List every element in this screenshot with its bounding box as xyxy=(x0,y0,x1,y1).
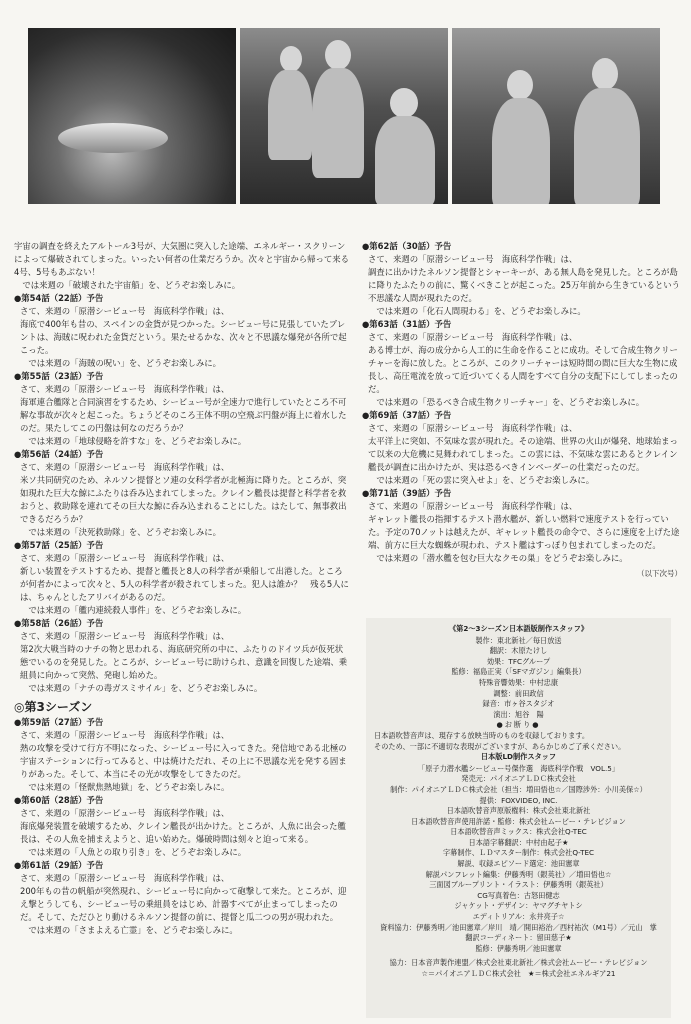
ld-line: 監修：伊藤秀明／池田憲章 xyxy=(475,943,562,953)
episode-body: さて、来週の「原潜シービュー号 海底科学作戦」は、 米ソ共同研究のため、ネルソン提督とソ連の女科学者が北極海に降りた。ところが、突如現れた巨大な鯨にふたりは呑み込まれてしまった。クレイン艦長は提督と科学者を救おうと、救助隊を連れてその巨大な鯨に呑み込まれることにした。はたして、無事救出できるだろうか？ では来週の「決死救助隊」を、どうぞお楽しみに。 xyxy=(20,462,347,537)
episode-body: さて、来週の「原潜シービュー号 海底科学作戦」は、 調査に出かけたネルソン提督とシャーキーが、ある無人島を発見した。ところが島に降りたふたりの前に、驚くべきことが起こった。25万年前から生きているという不思議な人間が現れたのだ。 では来週の「化石人間現わる」を、どうぞお楽しみに。 xyxy=(368,254,680,316)
episode-heading: ●第60話（28話）予告 xyxy=(14,795,104,805)
intro-text: 宇宙の調査を終えたアルトール3号が、大気圏に突入した途端、エネルギー・スクリーンによって爆破されてしまった。いったい何者の仕業だろうか。次々と宇宙から帰って来る4号、5号もあぶない！ では来週の「破壊された宇宙船」を、どうぞお楽しみに。 xyxy=(14,241,349,290)
episode-item xyxy=(14,370,350,448)
ld-staff-title: 日本版LD制作スタッフ xyxy=(480,752,557,762)
ld-line: 制作：パイオニアＬＤＣ株式会社（担当：増田悟也☆／国際涉外：小川美保☆） xyxy=(390,784,647,794)
episode-body: さて、来週の「原潜シービュー号 海底科学作戦」は、 太平洋上に突如、不気味な雲が現れた。その途端、世界の火山が爆発、地球始まって以来の大危機に見舞われてしまった。この雲には、不気味な雲にあるとクレイン艦長が調査に出かけたが、実は恐るべきインベーダーの仕業だったのだ。 では来週の「死の雲に突入せよ」を、どうぞお楽しみに。 xyxy=(368,423,678,485)
episode-item xyxy=(14,448,350,539)
staff-line: 録音：市ヶ谷スタジオ xyxy=(482,699,555,709)
crew-photo-1 xyxy=(240,28,448,204)
ld-line: 解説、収録エピソード選定：池田憲章 xyxy=(457,859,580,869)
ld-line: 日本語吹替音声原版権料：株式会社東北新社 xyxy=(446,806,591,816)
episode-item xyxy=(14,292,350,370)
episode-heading: ●第63話（31話）予告 xyxy=(362,319,452,329)
episode-heading: ●第61話（29話）予告 xyxy=(14,860,104,870)
episode-heading: ●第71話（39話）予告 xyxy=(362,488,452,498)
episode-item xyxy=(14,617,350,695)
episode-item xyxy=(362,409,682,487)
episode-body: さて、来週の「原潜シービュー号 海底科学作戦」は、 ギャレット艦長の指揮するテスト潜水艦が、新しい燃料で速度テストを行っていた。予定の70ノットは越えたが、ギャレット艦長の命令で、さらに速度を上げた途端、前方に巨大な蜘蛛が現われ、テスト艦はすっぽり包まれてしまったのだ。 では来週の「潜水艦を包む巨大なクモの巣」をどうぞお楽しみに。 xyxy=(368,501,680,563)
ld-line: 翻訳コーディネート：留田慈子★ xyxy=(465,933,572,943)
photo-strip xyxy=(28,28,660,204)
ld-line: 「原子力潜水艦シービュー号傑作選 海底科学作戦 VOL.5」 xyxy=(418,763,619,773)
episode-list-season3 xyxy=(14,716,350,937)
notice-heading: ●お断り● xyxy=(496,720,541,730)
episode-item xyxy=(14,539,350,617)
episode-heading: ●第56話（24話）予告 xyxy=(14,449,104,459)
credit-line: ☆＝パイオニアＬＤＣ株式会社 ★＝株式会社エネルギア21 xyxy=(421,969,616,978)
submarine-shape xyxy=(58,123,168,153)
episode-item xyxy=(362,487,682,565)
submarine-photo xyxy=(28,28,236,204)
staff-line: 効果：TFCグループ xyxy=(486,656,551,666)
staff-line: 特殊音響効果：中村忠康 xyxy=(478,677,559,687)
ld-line: 日本語吹替音声ミックス：株式会社Q-TEC xyxy=(450,827,587,837)
episode-body: さて、来週の「原潜シービュー号 海底科学作戦」は、 海底で400年も昔の、スペインの金貨が見つかった。シービュー号に見張していたブレントは、海賊に呪われた金貨だという。果たせるかな、次々と不思議な爆発が各所で起こった。 では来週の「海賊の呪い」を、どうぞお楽しみに。 xyxy=(20,306,347,368)
staff-credits-box xyxy=(366,618,671,1018)
ld-line: 資料協力：伊藤秀明／池田憲章／岸川 靖／開田裕治／西村祐次（M1号）／元山 掌 xyxy=(380,922,657,932)
episode-body: さて、来週の「原潜シービュー号 海底科学作戦」は、 新しい装置をテストするため、提督と艦長と8人の科学者が乗船して出港した。ところが何者かによって次々と、5人の科学者が殺されてしまった。犯人は誰か？ 残る5人には、ちゃんとしたアリバイがあるのだ。 では来週の「艦内連続殺人事件」を、どうぞお楽しみに。 xyxy=(20,553,349,615)
episode-list-left xyxy=(14,292,350,695)
staff-line: 監修：福島正実（「SFマガジン」編集長） xyxy=(451,667,586,677)
episode-list-right xyxy=(362,240,682,565)
right-column xyxy=(362,240,682,580)
crew-photo-2 xyxy=(452,28,660,204)
episode-item xyxy=(14,794,350,859)
episode-body: さて、来週の「原潜シービュー号 海底科学作戦」は、 海軍連合艦隊と合同演習をするため、シービュー号が全速力で進行していたところ不可解な事故が次々と起こった。ちょうどそのころ王体不明の空飛ぶ円盤が海上に着水したのだ。果たしてこの円盤は何なのだろうか？ では来週の「地球侵略を許すな」を、どうぞお楽しみに。 xyxy=(20,384,347,446)
ld-line: 日本語吹替音声使用許諾・監修：株式会社ムービー・テレビジョン xyxy=(411,816,626,826)
episode-body: さて、来週の「原潜シービュー号 海底科学作戦」は、 第2次大戦当時のナチの物と思われる、海底研究所の中に、ふたりのドイツ兵が仮死状態でいるのを発見した。ところが、シービュー号に助けられ、意識を回復した途端、乗組員に向かって突然、発砲し始めた。 では来週の「ナチの毒ガスミサイル」を、どうぞお楽しみに。 xyxy=(20,631,348,693)
episode-heading: ●第59話（27話）予告 xyxy=(14,717,104,727)
episode-heading: ●第62話（30話）予告 xyxy=(362,241,452,251)
episode-heading: ●第55話（23話）予告 xyxy=(14,371,104,381)
staff-line: 翻訳：木原たけし xyxy=(489,646,548,656)
episode-item xyxy=(362,240,682,318)
left-column xyxy=(14,240,350,937)
ld-line: CG写真着色：古怒田健志 xyxy=(477,890,560,900)
episode-heading: ●第58話（26話）予告 xyxy=(14,618,104,628)
notice-text: 日本語吹替音声は、現存する放映当時のものを収録しております。 そのため、一部に不適切な表現がございますが、あらかじめご了承ください。 xyxy=(374,730,626,751)
staff-line: 製作：東北新社／毎日放送 xyxy=(475,635,562,645)
continued-note: （以下次号） xyxy=(637,569,682,578)
staff-line: 演出：旭谷 陽 xyxy=(493,709,544,719)
ld-line: 日本語字幕翻訳：中村由起子★ xyxy=(468,837,569,847)
episode-body: さて、来週の「原潜シービュー号 海底科学作戦」は、 海底爆発装置を破壊するため、クレイン艦長が出かけた。ところが、人魚に出会った艦長は、その人魚を捕まえようと、追い始めた。爆破時間は刻々と迫って来る。 では来週の「人魚との取り引き」を、どうぞお楽しみに。 xyxy=(20,808,346,857)
ld-line: 字幕制作、ＬＤマスター制作：株式会社Q-TEC xyxy=(442,848,595,858)
episode-item xyxy=(14,859,350,937)
staff-title: 《第2～3シーズン日本語版制作スタッフ》 xyxy=(448,624,589,633)
episode-item xyxy=(362,318,682,409)
ld-line: ジャケット・デザイン：ヤマグチヤトシ xyxy=(454,901,583,911)
episode-heading: ●第57話（25話）予告 xyxy=(14,540,104,550)
episode-body: さて、来週の「原潜シービュー号 海底科学作戦」は、 200年もの昔の帆船が突然現れ、シービュー号に向かって砲撃して来た。ところが、迎え撃とうしても、シービュー号の乗組員をはじめ、計器すべてが止まってしまったのだ。そして、ただひとり動けるネルソン提督の前に、提督と瓜二つの男が現われた。 では来週の「さまよえる亡霊」を、どうぞお楽しみに。 xyxy=(20,873,347,935)
ld-line: 三面図ブループリント・イラスト：伊藤秀明（銀英社） xyxy=(429,880,608,890)
episode-body: さて、来週の「原潜シービュー号 海底科学作戦」は、 熱の攻撃を受けて行方不明になった、シービュー号に入ってきた。発信地である北極の宇宙ステーションに行ってみると、中は焼けただれ、その上に不思議な光を発する固まりがあった。そして、本当にその光が攻撃をしてきたのだ。 では来週の「怪獣焦熱地獄」を、どうぞお楽しみに。 xyxy=(20,730,347,792)
credit-line: 協力：日本音声製作連盟／株式会社東北新社／株式会社ムービー・テレビジョン xyxy=(389,958,648,968)
season-3-heading: ◎第3シーズン xyxy=(14,700,93,714)
ld-line: 提供：FOXVIDEO, INC. xyxy=(479,795,558,805)
episode-heading: ●第69話（37話）予告 xyxy=(362,410,452,420)
ld-line: 発売元：パイオニアＬＤＣ株式会社 xyxy=(461,774,576,784)
ld-line: エディトリアル：永井亮子☆ xyxy=(472,912,565,922)
ld-line: 解説パンフレット編集：伊藤秀明（銀英社）／増田悟也☆ xyxy=(425,869,612,879)
episode-body: さて、来週の「原潜シービュー号 海底科学作戦」は、 ある博士が、海の成分から人工的に生命を作ることに成功。そして合成生物クリーチャーを海に放した。ところが、このクリーチャーは短時間の間に巨大な生物に成長し、高圧電流を放って近づいてくる人間をすべて自分の支配下にしてしまったのだ。 では来週の「恐るべき合成生物クリーチャー」を、どうぞお楽しみに。 xyxy=(368,332,678,407)
staff-line: 調整：前田政信 xyxy=(493,688,544,698)
episode-item xyxy=(14,716,350,794)
episode-heading: ●第54話（22話）予告 xyxy=(14,293,104,303)
